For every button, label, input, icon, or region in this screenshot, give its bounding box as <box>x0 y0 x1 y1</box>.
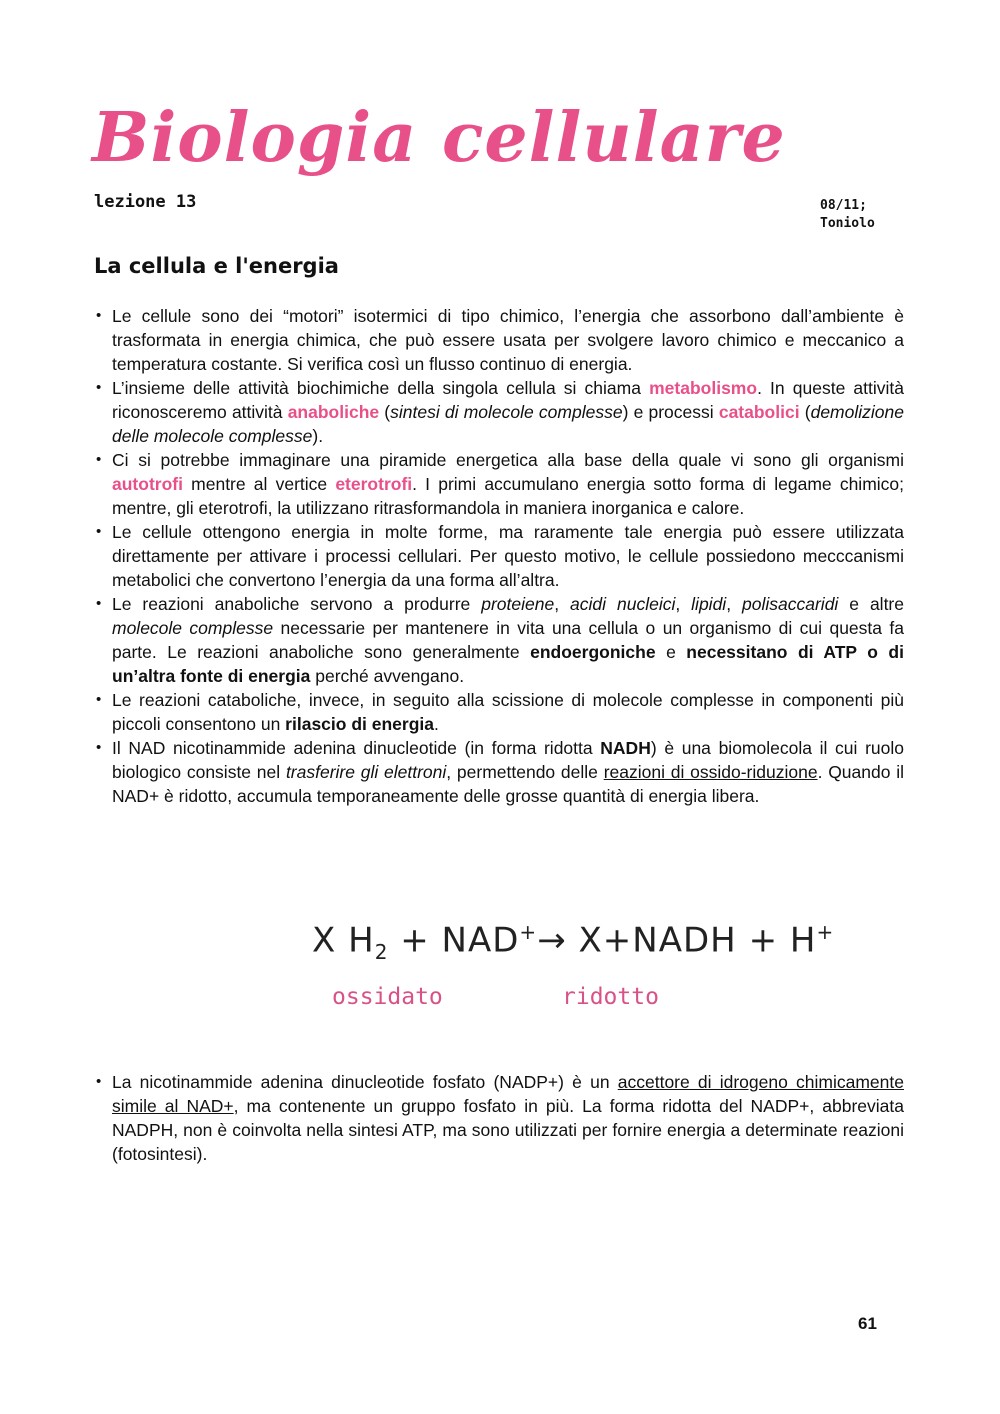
bullet-text: e <box>655 642 687 662</box>
label-ossidato: ossidato <box>332 984 443 1010</box>
key-term: autotrofi <box>112 474 183 494</box>
bullet-item <box>94 736 904 808</box>
bullet-text: ). <box>312 426 324 446</box>
bullet-text: ( <box>799 402 811 422</box>
nad-reaction-equation <box>312 914 835 1024</box>
bullet-text: ) è una biomolecola il cui ruolo biologico consiste nel <box>112 738 904 782</box>
bullet-text: Ci si potrebbe immaginare una piramide energetica alla base della quale vi sono gli organismi <box>112 450 904 470</box>
bullet-text: accettore di idrogeno chimicamente simile al NAD+ <box>112 1072 904 1116</box>
bullet-text: mentre al vertice <box>182 474 336 494</box>
bullet-text: molecole complesse <box>112 618 274 638</box>
bullet-item <box>94 304 904 376</box>
bullet-list-after <box>94 1070 904 1166</box>
bullet-text: rilascio di energia <box>285 714 434 734</box>
key-term: eterotrofi <box>335 474 413 494</box>
page-number: 61 <box>858 1314 877 1333</box>
bullet-item <box>94 376 904 448</box>
bullet-text: trasferire gli elettroni <box>285 762 447 782</box>
bullet-text: e altre <box>838 594 904 614</box>
key-term: metabolismo <box>649 378 758 398</box>
bullet-text: . <box>433 714 439 734</box>
bullet-item <box>94 448 904 520</box>
teacher-name: Toniolo <box>820 216 875 231</box>
lesson-number: lezione 13 <box>94 192 197 212</box>
bullet-item <box>94 520 904 592</box>
bullet-text: ) e processi <box>622 402 719 422</box>
bullet-text: necessitano di ATP o di un’altra fonte di energia <box>112 642 904 686</box>
bullet-text: endoergoniche <box>530 642 656 662</box>
bullet-text: L’insieme delle attività biochimiche della singola cellula si chiama <box>112 378 650 398</box>
bullet-item <box>94 688 904 736</box>
bullet-text: reazioni di ossido-riduzione <box>603 762 818 782</box>
eq-x-product: X <box>578 920 603 961</box>
equation-formula <box>312 920 834 964</box>
bullet-text: demolizione delle molecole complesse <box>112 402 904 446</box>
label-ridotto: ridotto <box>562 984 659 1010</box>
bullet-text: , <box>675 594 692 614</box>
eq-plus-3: + <box>748 920 779 961</box>
page-title: Biologia cellulare <box>92 98 786 178</box>
bullet-text: , permettendo delle <box>446 762 604 782</box>
bullet-text: . Quando il NAD+ è ridotto, accumula temporaneamente delle grosse quantità di energia libera. <box>112 762 905 806</box>
eq-sub-2: 2 <box>374 940 389 965</box>
eq-plus: + <box>400 920 430 961</box>
section-title: La cellula e l'energia <box>94 254 339 278</box>
bullet-text: , ma contenente un gruppo fosfato in più. La forma ridotta del NADP+, abbreviata NADPH, non è coinvolta nella sintesi ATP, ma sono utilizzati per fornire energia a determinate reazioni (fotosintesi). <box>112 1096 904 1164</box>
lesson-date: 08/11; <box>820 198 867 213</box>
bullet-text: Le reazioni anaboliche servono a produrre <box>112 594 482 614</box>
bullet-text: perché avvengano. <box>310 666 465 686</box>
bullet-text: Le cellule ottengono energia in molte forme, ma raramente tale energia può essere utilizzata direttamente per attivare i processi cellulari. Per questo motivo, le cellule possiedono mecccanismi metabolici che convertono l’energia da una forma all’altra. <box>112 522 904 590</box>
bullet-text: ( <box>379 402 391 422</box>
eq-x: X <box>312 920 337 961</box>
key-term: anaboliche <box>287 402 380 422</box>
bullet-text: NADH <box>600 738 651 758</box>
bullet-text: lipidi <box>691 594 727 614</box>
eq-sup-plus-2: + <box>816 920 835 944</box>
bullet-text: necessarie per mantenere in vita una cellula o un organismo di cui questa fa parte. Le reazioni anaboliche sono generalmente <box>112 618 904 662</box>
eq-nad: NAD <box>441 920 520 961</box>
bullet-item <box>94 592 904 688</box>
bullet-text: . In queste attività riconosceremo attività <box>112 378 905 422</box>
bullet-text: , <box>554 594 571 614</box>
bullet-text: proteiene <box>481 594 555 614</box>
bullet-text: Il NAD nicotinammide adenina dinucleotide (in forma ridotta <box>112 738 601 758</box>
bullet-text: La nicotinammide adenina dinucleotide fosfato (NADP+) è un <box>112 1072 618 1092</box>
bullet-item <box>94 1070 904 1166</box>
bullet-list <box>94 304 904 808</box>
eq-nadh: NADH <box>632 920 737 961</box>
key-term: catabolici <box>718 402 800 422</box>
bullet-text: acidi nucleici <box>570 594 676 614</box>
bullet-text: Le reazioni cataboliche, invece, in seguito alla scissione di molecole complesse in componenti più piccoli consentono un <box>112 690 904 734</box>
eq-h-ion: H <box>789 920 817 961</box>
bullet-text: . I primi accumulano energia sotto forma di legame chimico; mentre, gli eterotrofi, la utilizzano ritrasformandola in maniera inorganica e calore. <box>112 474 905 518</box>
date-teacher-block <box>820 197 875 233</box>
eq-sup-plus: + <box>519 920 538 944</box>
eq-h: H <box>348 920 375 961</box>
bullet-text: sintesi di molecole complesse <box>390 402 623 422</box>
bullet-text: Le cellule sono dei “motori” isotermici di tipo chimico, l’energia che assorbono dall’ambiente è trasformata in energia chimica, che può essere usata per svolgere lavoro chimico e meccanico a temperatura costante. Si verifica così un flusso continuo di energia. <box>112 306 904 374</box>
eq-plus-2: + <box>602 920 633 961</box>
bullet-text: , <box>726 594 743 614</box>
eq-arrow: → <box>537 920 567 961</box>
bullet-text: polisaccaridi <box>742 594 839 614</box>
